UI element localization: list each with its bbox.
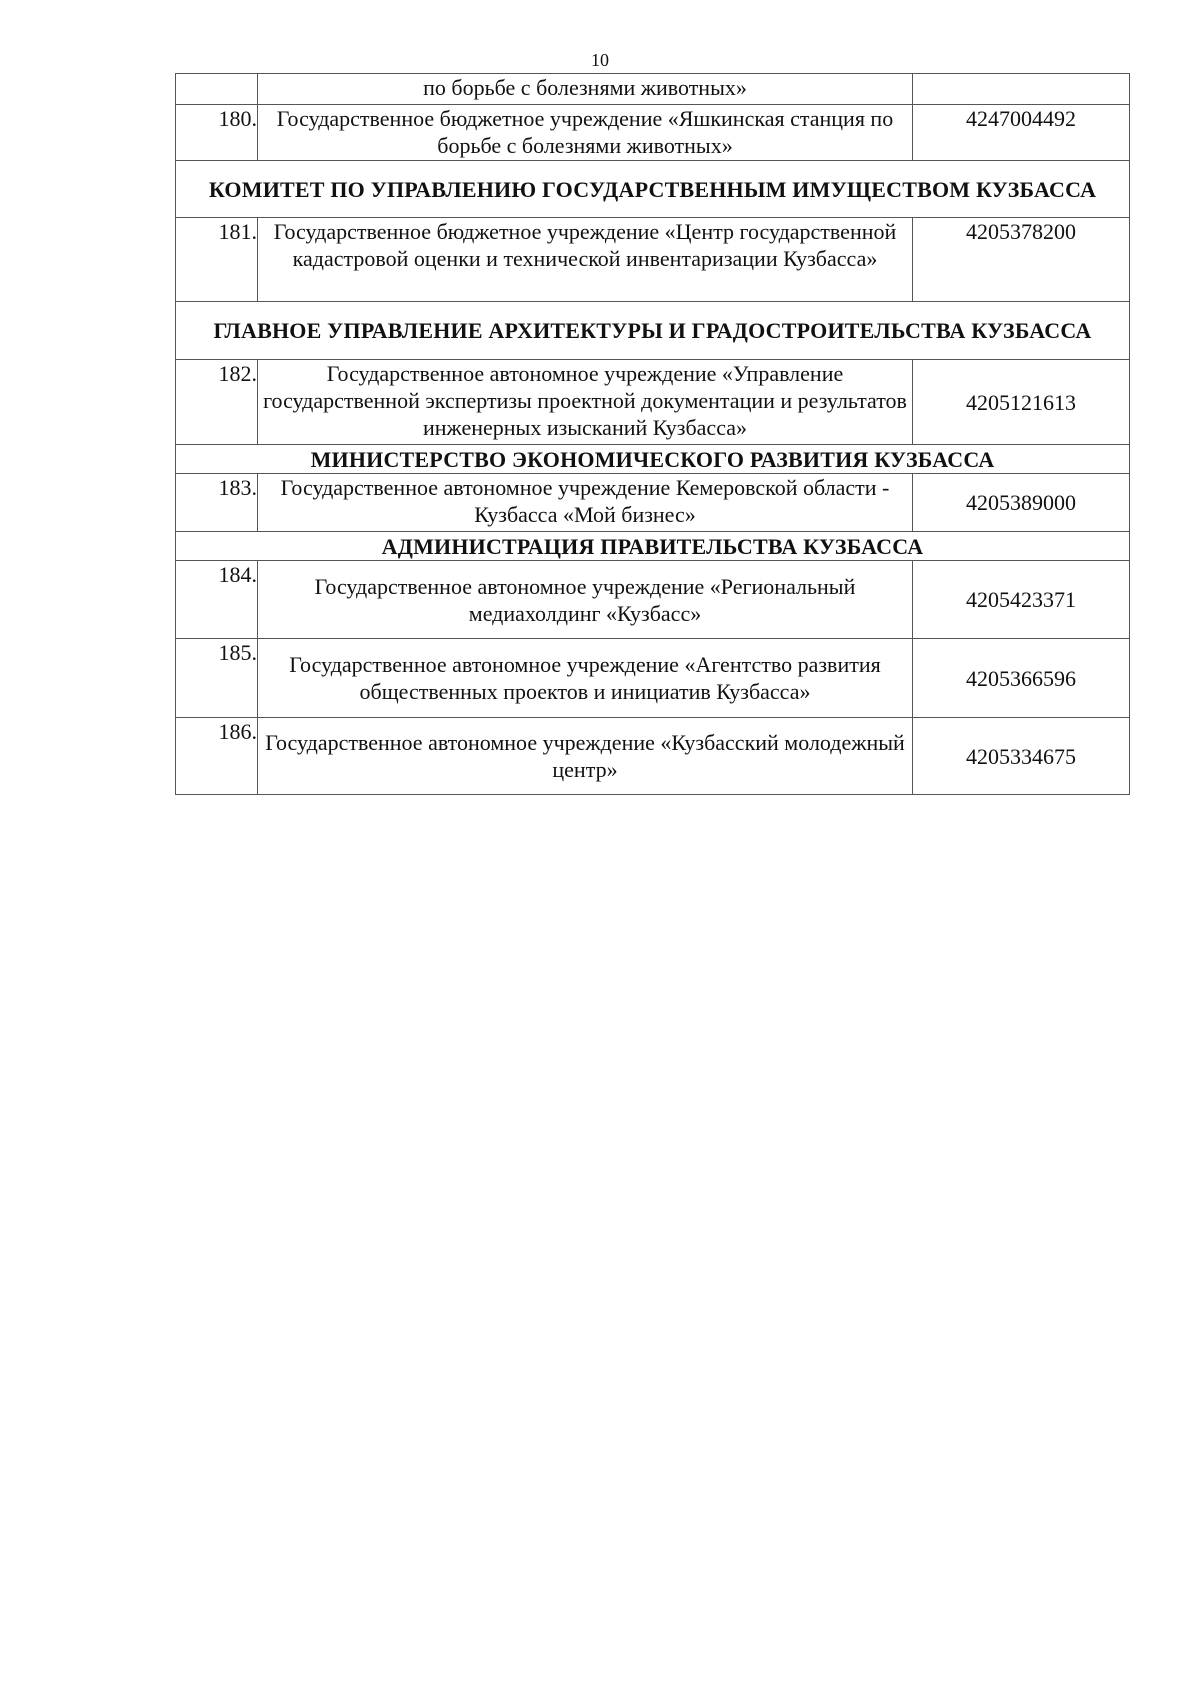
row-number: 182. (176, 360, 258, 445)
section-title: МИНИСТЕРСТВО ЭКОНОМИЧЕСКОГО РАЗВИТИЯ КУЗБАССА (176, 445, 1130, 474)
page-number: 10 (591, 50, 609, 70)
row-number: 183. (176, 474, 258, 532)
inn: 4205334675 (913, 718, 1130, 795)
institution-name: Государственное автономное учреждение «Кузбасский молодежный центр» (258, 718, 913, 795)
table-row (176, 218, 1130, 302)
table-row (176, 105, 1130, 161)
inn: 4247004492 (913, 105, 1130, 161)
row-number: 181. (176, 218, 258, 302)
institution-name: Государственное автономное учреждение «Региональный медиахолдинг «Кузбасс» (258, 561, 913, 639)
table-row (176, 718, 1130, 795)
institutions-table (175, 73, 1130, 795)
inn (913, 74, 1130, 105)
section-header (176, 445, 1130, 474)
institution-name: Государственное автономное учреждение «Управление государственной экспертизы проектной документации и результатов инженерных изысканий Кузбасса» (258, 360, 913, 445)
institution-name: Государственное автономное учреждение «Агентство развития общественных проектов и инициатив Кузбасса» (258, 639, 913, 718)
section-header (176, 161, 1130, 218)
table-row (176, 360, 1130, 445)
row-number: 185. (176, 639, 258, 718)
inn: 4205389000 (913, 474, 1130, 532)
row-number: 180. (176, 105, 258, 161)
section-title: ГЛАВНОЕ УПРАВЛЕНИЕ АРХИТЕКТУРЫ И ГРАДОСТРОИТЕЛЬСТВА КУЗБАССА (176, 302, 1130, 360)
section-header (176, 532, 1130, 561)
inn: 4205366596 (913, 639, 1130, 718)
table-row (176, 74, 1130, 105)
inn: 4205378200 (913, 218, 1130, 302)
row-number (176, 74, 258, 105)
row-number: 186. (176, 718, 258, 795)
table-row (176, 474, 1130, 532)
section-title: КОМИТЕТ ПО УПРАВЛЕНИЮ ГОСУДАРСТВЕННЫМ ИМУЩЕСТВОМ КУЗБАССА (176, 161, 1130, 218)
table-row (176, 561, 1130, 639)
section-header (176, 302, 1130, 360)
inn: 4205423371 (913, 561, 1130, 639)
institution-name: Государственное автономное учреждение Кемеровской области - Кузбасса «Мой бизнес» (258, 474, 913, 532)
row-number: 184. (176, 561, 258, 639)
inn: 4205121613 (913, 360, 1130, 445)
institution-name: Государственное бюджетное учреждение «Яшкинская станция по борьбе с болезнями животных» (258, 105, 913, 161)
section-title: АДМИНИСТРАЦИЯ ПРАВИТЕЛЬСТВА КУЗБАССА (176, 532, 1130, 561)
institution-name: по борьбе с болезнями животных» (258, 74, 913, 105)
table-row (176, 639, 1130, 718)
institution-name: Государственное бюджетное учреждение «Центр государственной кадастровой оценки и технической инвентаризации Кузбасса» (258, 218, 913, 302)
